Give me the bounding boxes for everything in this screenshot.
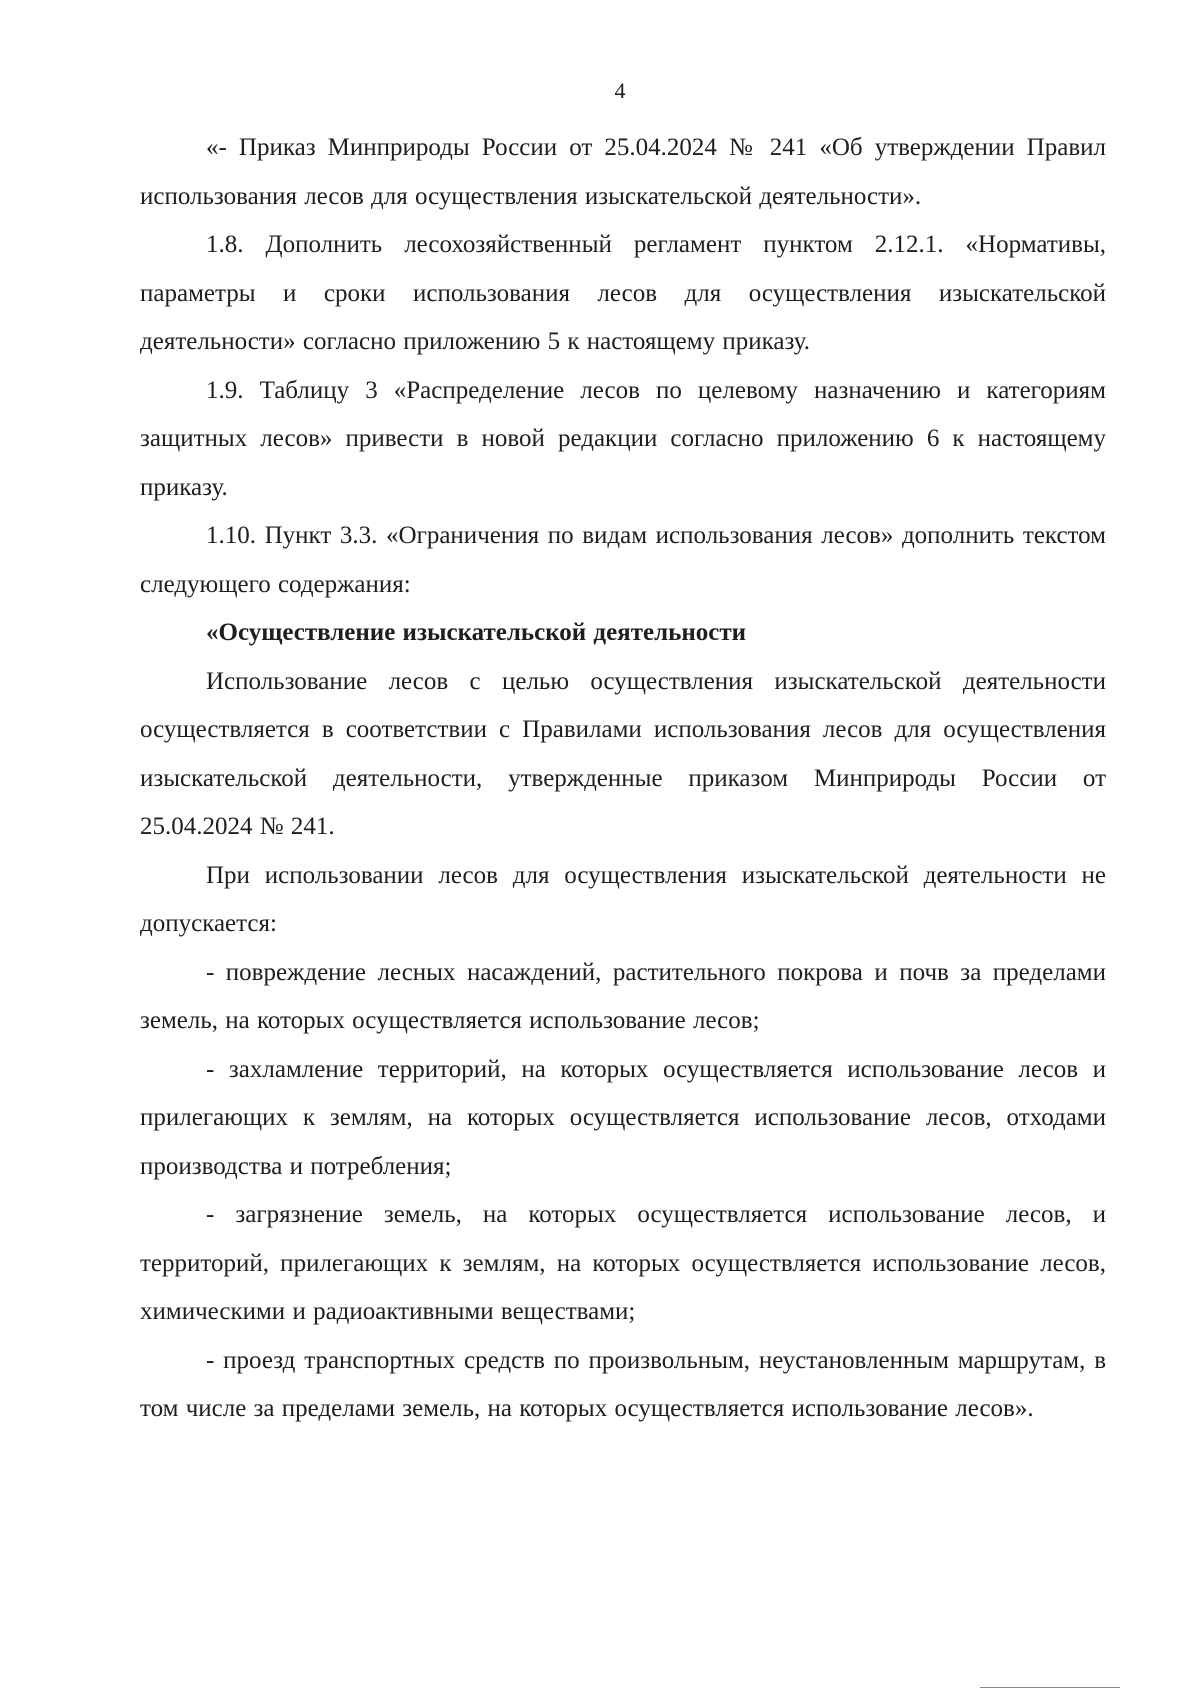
paragraph-1-9: 1.9. Таблицу 3 «Распределение лесов по целевому назначению и категориям защитных лесов» привести в новой редакции согласно приложению 6 к настоящему приказу. [140, 376, 1106, 501]
footer-rule [980, 1687, 1120, 1688]
page-number: 4 [614, 78, 626, 103]
list-item-littering: - захламление территорий, на которых осуществляется использование лесов и прилегающих к землям, на которых осуществляется использование лесов, отходами производства и потребления; [140, 1055, 1106, 1180]
paragraph-restrictions-intro: При использовании лесов для осуществления изыскательской деятельности не допускается: [140, 861, 1106, 937]
list-item-vehicles: - проезд транспортных средств по произвольным, неустановленным маршрутам, в том числе за пределами земель, на которых осуществляется использование лесов». [140, 1346, 1106, 1422]
list-item-pollution: - загрязнение земель, на которых осуществляется использование лесов, и территорий, прилегающих к землям, на которых осуществляется использование лесов, химическими и радиоактивными веществами; [140, 1201, 1106, 1325]
section-heading: «Осуществление изыскательской деятельности [206, 619, 747, 646]
paragraph-order-reference: «- Приказ Минприроды России от 25.04.2024 № 241 «Об утверждении Правил использования лесов для осуществления изыскательской деятельности». [140, 134, 1106, 210]
paragraph-1-8: 1.8. Дополнить лесохозяйственный регламент пунктом 2.12.1. «Нормативы, параметры и сроки использования лесов для осуществления изыскательской деятельности» согласно приложению 5 к настоящему приказу. [140, 231, 1106, 355]
paragraph-usage: Использование лесов с целью осуществления изыскательской деятельности осуществляется в соответствии с Правилами использования лесов для осуществления изыскательской деятельности, утвержденные приказом Минприроды России от 25.04.2024 № 241. [140, 667, 1106, 840]
document-body [140, 124, 1106, 1434]
list-item-damage: - повреждение лесных насаждений, растительного покрова и почв за пределами земель, на которых осуществляется использование лесов; [140, 958, 1106, 1034]
paragraph-1-10: 1.10. Пункт 3.3. «Ограничения по видам использования лесов» дополнить текстом следующего содержания: [140, 522, 1106, 598]
